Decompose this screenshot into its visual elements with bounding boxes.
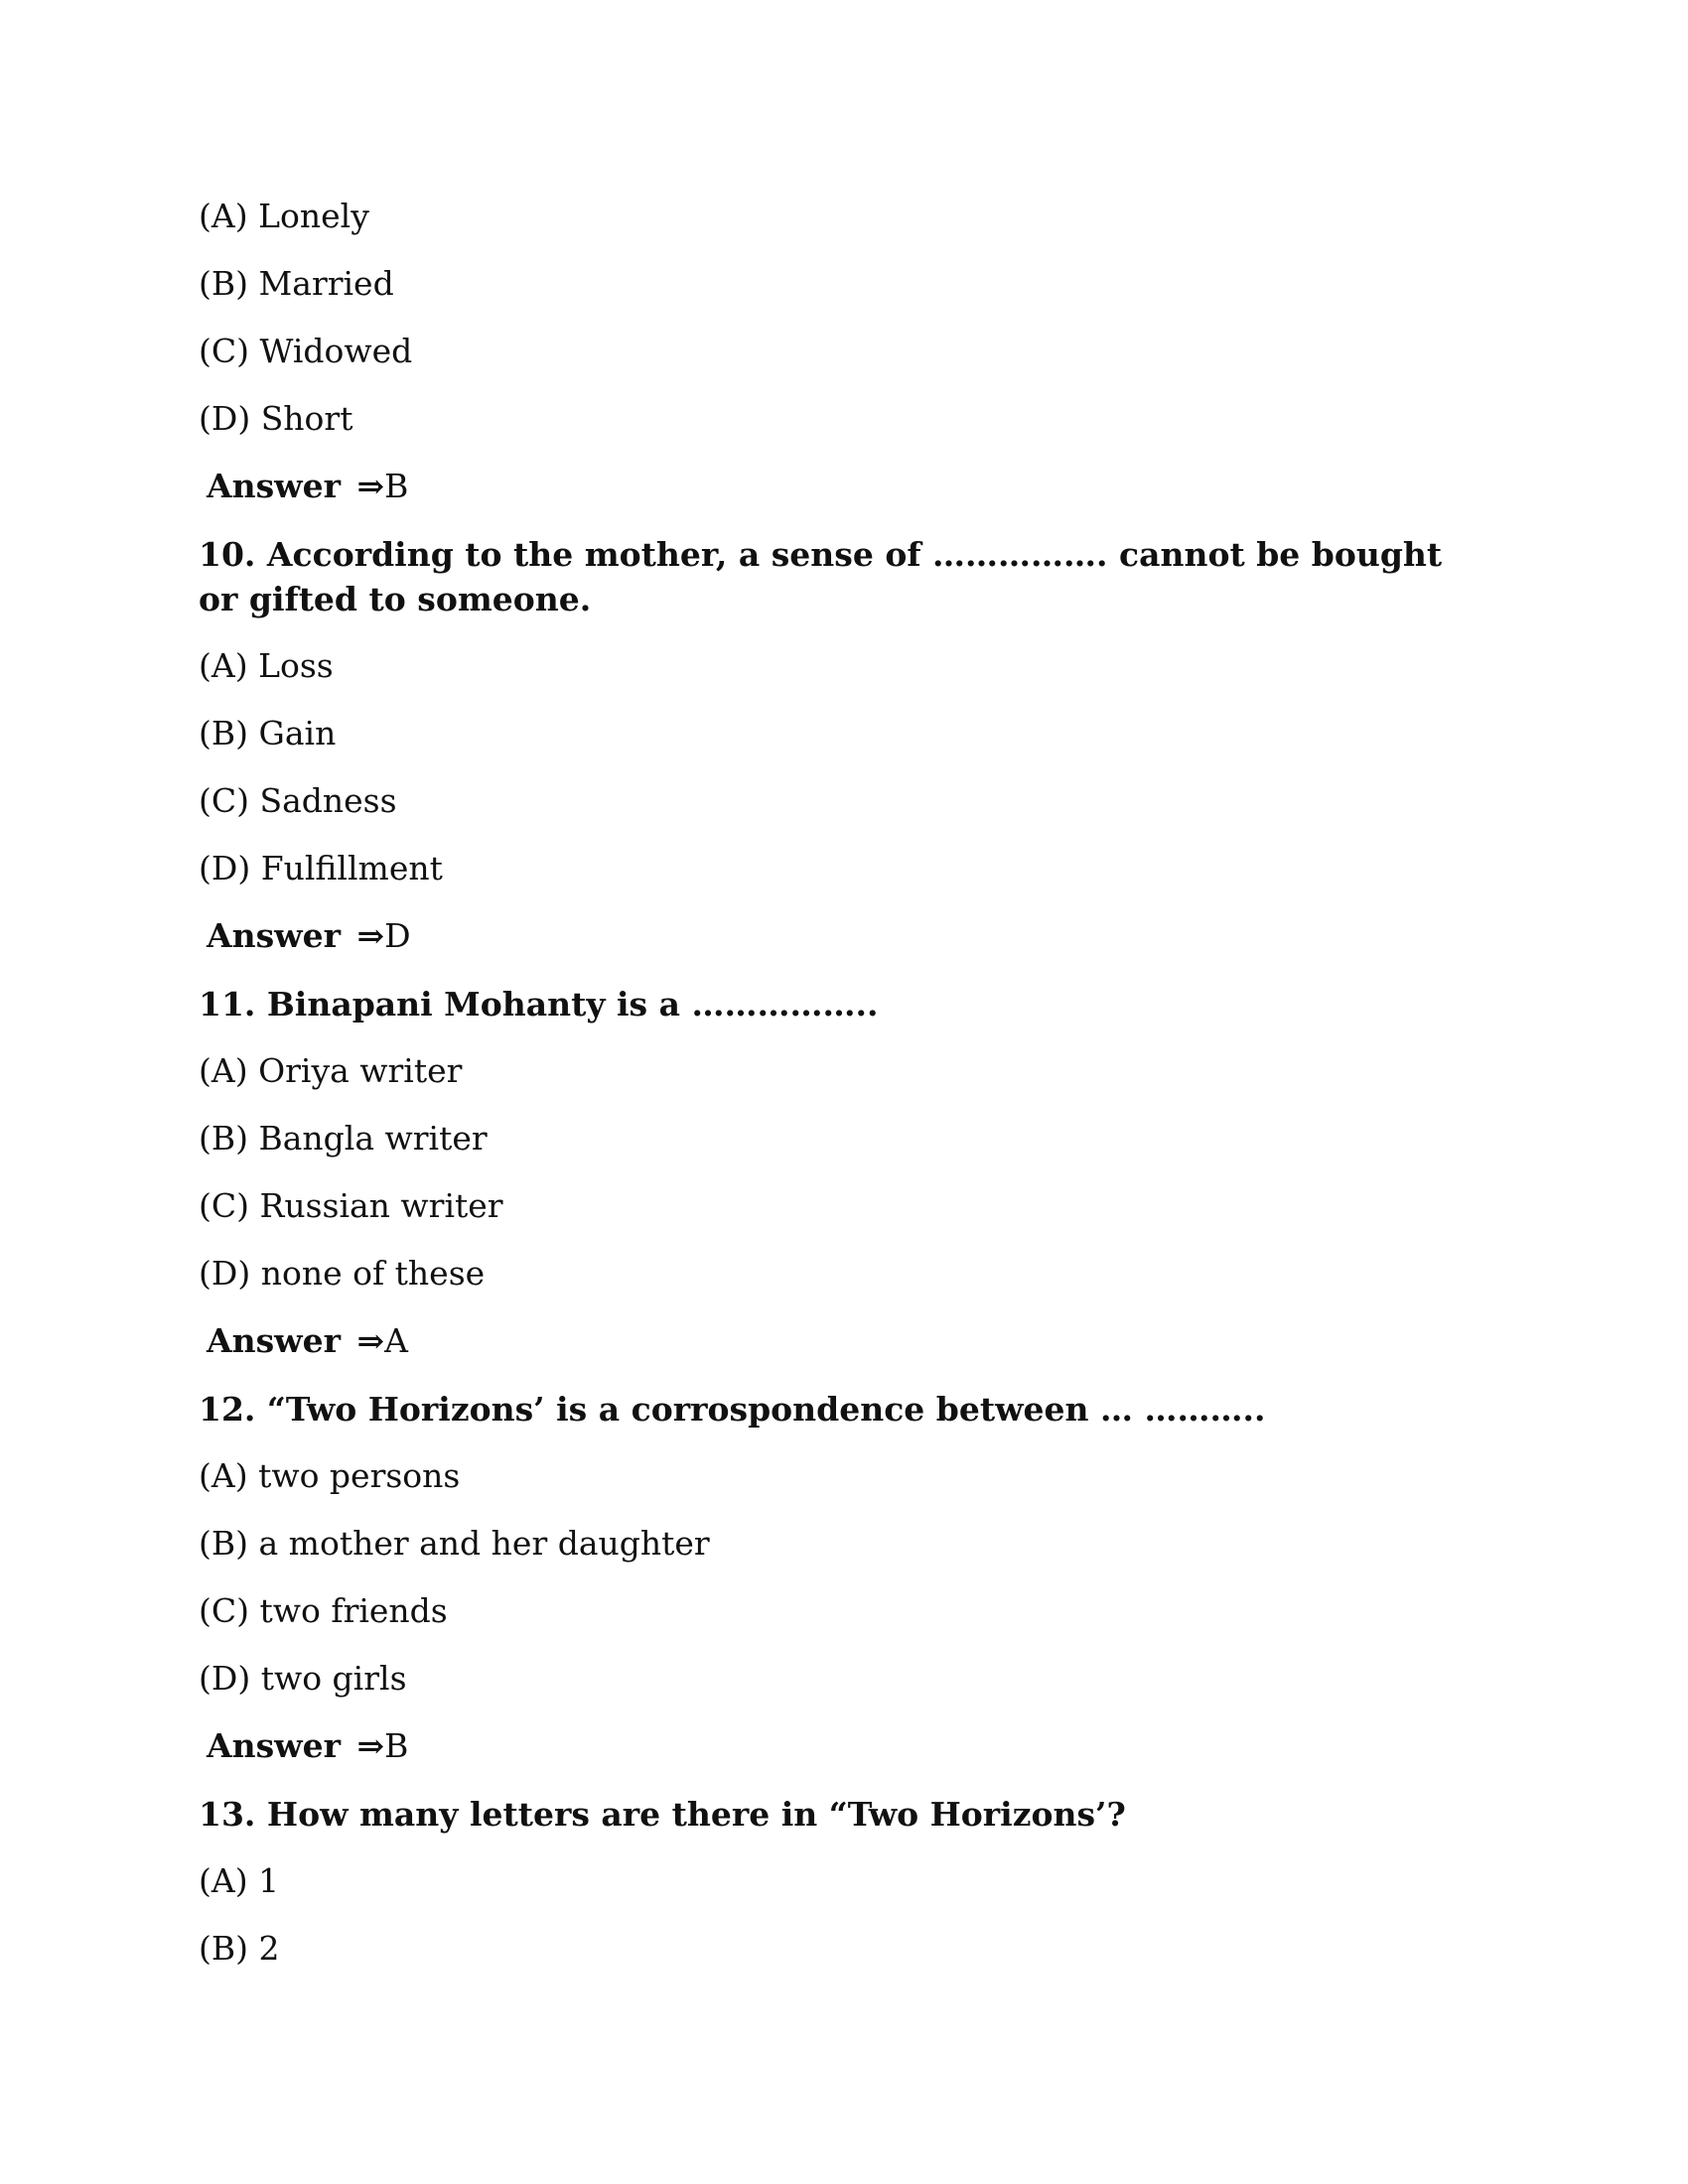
option-d: (D) two girls: [199, 1659, 407, 1698]
answer-line: [207, 1319, 1489, 1363]
option-c: (C) Sadness: [199, 781, 397, 820]
option-a: (A) Oriya writer: [199, 1051, 463, 1090]
option-c: (C) Russian writer: [199, 1186, 503, 1225]
option-d: (D) Fulfillment: [199, 849, 443, 887]
answer-line: [207, 1724, 1489, 1768]
answer-arrow-icon: ⇒: [356, 1726, 385, 1765]
option-c: (C) Widowed: [199, 332, 413, 370]
answer-value: B: [384, 1726, 409, 1765]
option-b: (B) Bangla writer: [199, 1119, 488, 1158]
answer-label: Answer: [207, 467, 341, 505]
option-c: (C) two friends: [199, 1591, 448, 1630]
answer-label: Answer: [207, 1321, 341, 1360]
answer-label: Answer: [207, 1726, 341, 1765]
answer-arrow-icon: ⇒: [356, 1321, 385, 1360]
answer-arrow-icon: ⇒: [356, 916, 385, 955]
answer-arrow-icon: ⇒: [356, 467, 385, 505]
question-11: 11. Binapani Mohanty is a ……………..: [199, 985, 879, 1024]
question-10: 10. According to the mother, a sense of ……………. cannot be bought or gifted to someone.: [199, 535, 1443, 618]
answer-label: Answer: [207, 916, 341, 955]
option-b: (B) 2: [199, 1929, 280, 1968]
option-b: (B) a mother and her daughter: [199, 1524, 710, 1563]
answer-value: B: [384, 467, 409, 505]
answer-value: A: [384, 1321, 408, 1360]
question-12: 12. “Two Horizons’ is a corrospondence between … ………..: [199, 1390, 1266, 1429]
answer-line: [207, 914, 1489, 958]
option-b: (B) Gain: [199, 714, 337, 752]
option-b: (B) Married: [199, 264, 394, 303]
option-a: (A) 1: [199, 1861, 280, 1900]
option-a: (A) Lonely: [199, 197, 369, 235]
question-13: 13. How many letters are there in “Two Horizons’?: [199, 1795, 1126, 1834]
answer-value: D: [384, 916, 411, 955]
document-page: [199, 195, 1489, 1994]
option-a: (A) two persons: [199, 1456, 461, 1495]
option-a: (A) Loss: [199, 646, 334, 685]
option-d: (D) Short: [199, 399, 353, 438]
answer-line: [207, 465, 1489, 508]
option-d: (D) none of these: [199, 1254, 486, 1293]
